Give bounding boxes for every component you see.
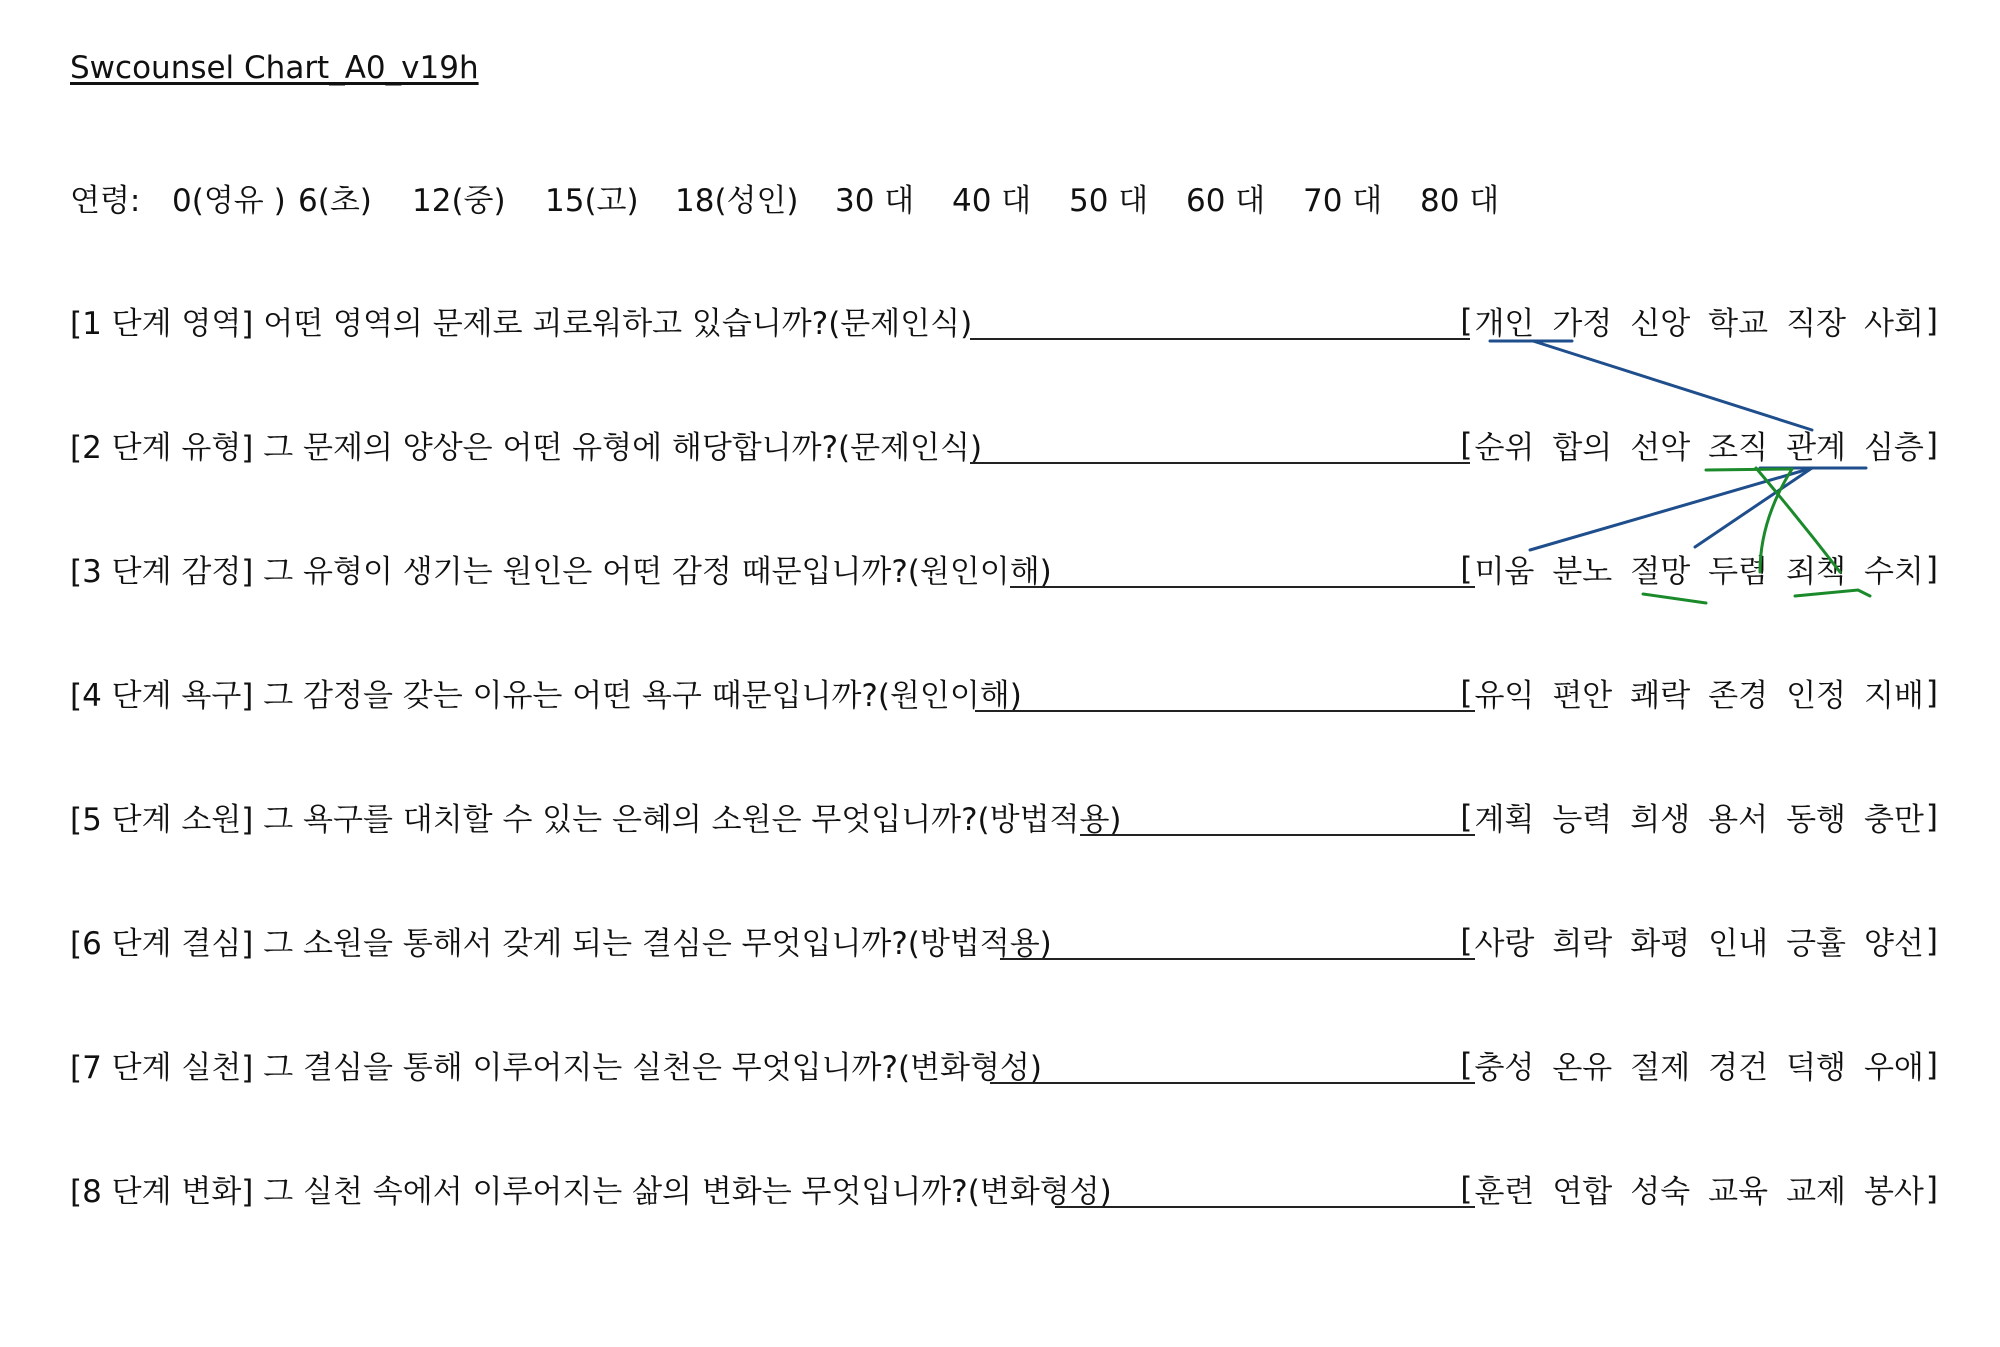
step-options: [ 사랑 희락 화평 인내 긍휼 양선 ]: [1458, 918, 1940, 963]
answer-blank[interactable]: [970, 338, 1470, 340]
age-option: 0(영유 ): [172, 183, 286, 219]
option-item[interactable]: 덕행: [1786, 1050, 1846, 1086]
option-item[interactable]: 긍휼: [1786, 926, 1846, 962]
option-item[interactable]: 신앙: [1630, 306, 1691, 342]
option-item[interactable]: 합의: [1552, 430, 1613, 466]
option-item[interactable]: 쾌락: [1630, 678, 1691, 714]
step-question: [3 단계 감정] 그 유형이 생기는 원인은 어떤 감정 때문입니까?(원인이해): [70, 554, 1052, 590]
step-question: [5 단계 소원] 그 욕구를 대치할 수 있는 은혜의 소원은 무엇입니까?(방법적용): [70, 802, 1122, 838]
option-item[interactable]: 연합: [1552, 1174, 1613, 1210]
step-row-7: [70, 1042, 1940, 1092]
answer-blank[interactable]: [1080, 834, 1475, 836]
option-item[interactable]: 능력: [1552, 802, 1613, 838]
answer-blank[interactable]: [975, 710, 1475, 712]
option-item[interactable]: 희생: [1630, 802, 1691, 838]
age-option: 30 대: [835, 183, 915, 219]
age-label: 연령:: [70, 183, 141, 219]
step-options: [ 미움 분노 절망 두렴 죄책 수치 ]: [1458, 546, 1940, 591]
step-options: [ 충성 온유 절제 경건 덕행 우애 ]: [1458, 1042, 1940, 1087]
option-item[interactable]: 봉사: [1863, 1174, 1924, 1210]
step-question: [8 단계 변화] 그 실천 속에서 이루어지는 삶의 변화는 무엇입니까?(변화형성): [70, 1174, 1112, 1210]
option-item[interactable]: 계획: [1474, 802, 1535, 838]
document-title: Swcounsel Chart_A0_v19h: [70, 50, 479, 86]
blue-link-gwangye-jeolmang: [1695, 468, 1812, 547]
option-item[interactable]: 죄책: [1786, 554, 1846, 590]
age-option: 12(중): [412, 183, 506, 219]
option-item[interactable]: 지배: [1863, 678, 1924, 714]
step-question: [6 단계 결심] 그 소원을 통해서 갖게 되는 결심은 무엇입니까?(방법적용): [70, 926, 1052, 962]
step-options: [ 순위 합의 선악 조직 관계 심층 ]: [1458, 422, 1940, 467]
option-item[interactable]: 조직: [1708, 430, 1769, 466]
option-item[interactable]: 훈련: [1474, 1174, 1535, 1210]
option-item[interactable]: 우애: [1863, 1050, 1924, 1086]
option-item[interactable]: 분노: [1552, 554, 1613, 590]
step-row-1: [70, 298, 1940, 348]
option-item[interactable]: 두렴: [1708, 554, 1769, 590]
answer-blank[interactable]: [1000, 958, 1475, 960]
step-row-8: [70, 1166, 1940, 1216]
option-item[interactable]: 성숙: [1630, 1174, 1691, 1210]
option-item[interactable]: 인정: [1786, 678, 1846, 714]
option-item[interactable]: 가정: [1552, 306, 1613, 342]
age-option: 70 대: [1303, 183, 1383, 219]
answer-blank[interactable]: [990, 1082, 1475, 1084]
option-item[interactable]: 수치: [1863, 554, 1924, 590]
age-option: 15(고): [545, 183, 639, 219]
option-item[interactable]: 절제: [1630, 1050, 1691, 1086]
option-item[interactable]: 미움: [1474, 554, 1535, 590]
blue-link-gwangye-mium: [1530, 468, 1812, 550]
step-row-6: [70, 918, 1940, 968]
option-item[interactable]: 순위: [1474, 430, 1535, 466]
option-item[interactable]: 개인: [1474, 306, 1535, 342]
option-item[interactable]: 교제: [1786, 1174, 1846, 1210]
option-item[interactable]: 심층: [1863, 430, 1924, 466]
age-option: 60 대: [1186, 183, 1266, 219]
option-item[interactable]: 선악: [1630, 430, 1691, 466]
step-options: [ 계획 능력 희생 용서 동행 충만 ]: [1458, 794, 1940, 839]
step-question: [7 단계 실천] 그 결심을 통해 이루어지는 실천은 무엇입니까?(변화형성): [70, 1050, 1042, 1086]
option-item[interactable]: 충만: [1863, 802, 1924, 838]
option-item[interactable]: 경건: [1708, 1050, 1769, 1086]
option-item[interactable]: 인내: [1708, 926, 1769, 962]
age-option: 80 대: [1420, 183, 1500, 219]
option-item[interactable]: 학교: [1708, 306, 1769, 342]
option-item[interactable]: 교육: [1708, 1174, 1769, 1210]
option-item[interactable]: 온유: [1552, 1050, 1613, 1086]
age-option: 50 대: [1069, 183, 1149, 219]
step-options: [ 유익 편안 쾌락 존경 인정 지배 ]: [1458, 670, 1940, 715]
option-item[interactable]: 직장: [1786, 306, 1846, 342]
option-item[interactable]: 절망: [1630, 554, 1691, 590]
option-item[interactable]: 존경: [1708, 678, 1769, 714]
answer-blank[interactable]: [970, 462, 1470, 464]
step-options: [ 훈련 연합 성숙 교육 교제 봉사 ]: [1458, 1166, 1940, 1211]
blue-link-gaein-gwangye: [1533, 341, 1812, 430]
option-item[interactable]: 사회: [1863, 306, 1924, 342]
step-row-5: [70, 794, 1940, 844]
answer-blank[interactable]: [1010, 586, 1475, 588]
step-row-4: [70, 670, 1940, 720]
option-item[interactable]: 양선: [1863, 926, 1924, 962]
option-item[interactable]: 사랑: [1474, 926, 1535, 962]
option-item[interactable]: 유익: [1474, 678, 1535, 714]
option-item[interactable]: 편안: [1552, 678, 1613, 714]
step-row-3: [70, 546, 1940, 596]
option-item[interactable]: 희락: [1552, 926, 1613, 962]
age-option: 6(초): [298, 183, 372, 219]
step-question: [2 단계 유형] 그 문제의 양상은 어떤 유형에 해당합니까?(문제인식): [70, 430, 983, 466]
answer-blank[interactable]: [1055, 1206, 1475, 1208]
step-question: [4 단계 욕구] 그 감정을 갖는 이유는 어떤 욕구 때문입니까?(원인이해): [70, 678, 1022, 714]
option-item[interactable]: 화평: [1630, 926, 1691, 962]
option-item[interactable]: 용서: [1708, 802, 1769, 838]
age-option: 18(성인): [675, 183, 799, 219]
option-item[interactable]: 충성: [1474, 1050, 1535, 1086]
step-options: [ 개인 가정 신앙 학교 직장 사회 ]: [1458, 298, 1940, 343]
step-row-2: [70, 422, 1940, 472]
age-option: 40 대: [952, 183, 1032, 219]
step-question: [1 단계 영역] 어떤 영역의 문제로 괴로워하고 있습니까?(문제인식): [70, 306, 973, 342]
option-item[interactable]: 동행: [1786, 802, 1846, 838]
option-item[interactable]: 관계: [1786, 430, 1846, 466]
